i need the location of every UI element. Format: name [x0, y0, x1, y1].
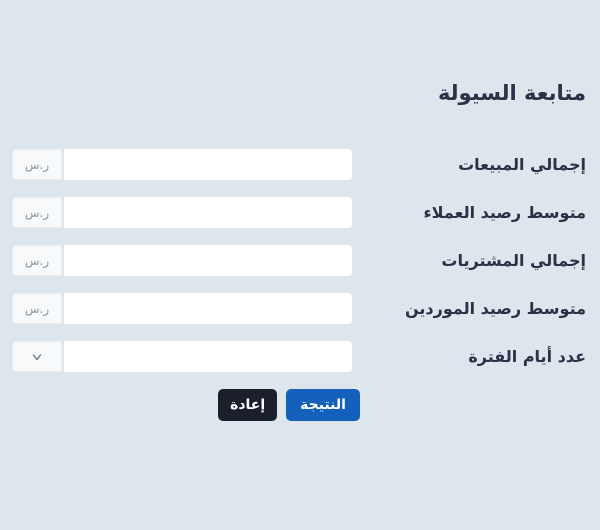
- avg-suppliers-balance-input-group: [12, 293, 352, 324]
- form-row-avg-suppliers-balance: [12, 293, 586, 324]
- currency-label: ر.س: [24, 157, 50, 172]
- period-days-select[interactable]: [64, 341, 352, 372]
- currency-label: ر.س: [24, 301, 50, 316]
- total-sales-input[interactable]: [64, 149, 352, 180]
- avg-suppliers-balance-input[interactable]: [64, 293, 352, 324]
- currency-label: ر.س: [24, 205, 50, 220]
- total-purchases-input[interactable]: [64, 245, 352, 276]
- result-button[interactable]: النتيجة: [286, 389, 360, 421]
- period-days-dropdown-toggle[interactable]: [12, 341, 62, 372]
- form-row-period-days: [12, 341, 586, 372]
- avg-customers-balance-input[interactable]: [64, 197, 352, 228]
- total-purchases-input-group: [12, 245, 352, 276]
- avg-customers-balance-input-group: [12, 197, 352, 228]
- total-sales-input-group: [12, 149, 352, 180]
- reset-button[interactable]: إعادة: [218, 389, 277, 421]
- total-purchases-label: إجمالي المشتريات: [441, 251, 586, 271]
- avg-customers-balance-label: متوسط رصيد العملاء: [423, 203, 586, 223]
- period-days-label: عدد أيام الفترة: [468, 347, 586, 367]
- currency-addon: [12, 197, 62, 228]
- avg-suppliers-balance-label: متوسط رصيد الموردين: [405, 299, 586, 319]
- chevron-down-icon: [30, 350, 44, 364]
- form-row-total-purchases: [12, 245, 586, 276]
- currency-addon: [12, 149, 62, 180]
- form-actions: [2, 389, 576, 421]
- total-sales-label: إجمالي المبيعات: [458, 155, 586, 175]
- currency-label: ر.س: [24, 253, 50, 268]
- currency-addon: [12, 245, 62, 276]
- form-row-avg-customers-balance: [12, 197, 586, 228]
- page-title: متابعة السيولة: [437, 81, 586, 105]
- form-row-total-sales: [12, 149, 586, 180]
- period-days-select-group: [12, 341, 352, 372]
- currency-addon: [12, 293, 62, 324]
- liquidity-form: [12, 149, 586, 421]
